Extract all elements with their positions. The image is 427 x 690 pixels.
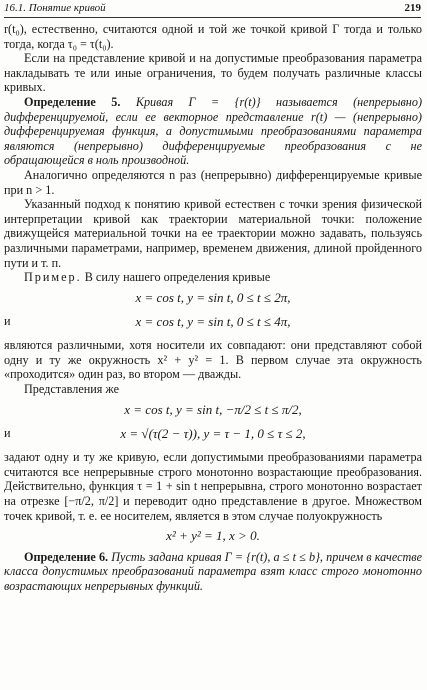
section-title: 16.1. Понятие кривой (4, 2, 106, 14)
definition-5 (4, 95, 422, 168)
example-label: Пример. (24, 270, 82, 285)
formula-circle-2pi: x = cos t, y = sin t, 0 ≤ t ≤ 2π, (135, 289, 291, 305)
paragraph-curve-classes: Если на представление кривой и на допустимые преобразования параметра накладывать те или иные ограничения, то будем получать различные классы кривых. (4, 51, 422, 95)
page-number: 219 (404, 2, 421, 14)
definition-6-body: Пусть задана кривая Γ = {r(t), a ≤ t ≤ b}, причем в качестве класса допустимых преобразований параметра взят класс строго монотонно возрастающих непрерывных функций. (4, 549, 422, 593)
formula-row-4pi (4, 311, 422, 333)
paragraph-same-curve: задают одну и ту же кривую, если допустимыми преобразованиями параметра считаются все непрерывные строго монотонно возрастающие преобразования. Действительно, функция τ = 1 + sin t непрерывна, строго монотонно возрастает на отрезке [−π/2, π/2] и переводит одно представление в другое. Множеством точек кривой, т. е. ее носителем, является в этом случае полуокружность (4, 450, 422, 523)
paragraph-physical-interpretation: Указанный подход к понятию кривой естествен с точки зрения физической интерпретации кривой как траектории материальной точки: положение движущейся материальной точки на ее траектории можно задавать, пользуясь различными параметрами, например, временем движения, длиной пройденного пути и т. п. (4, 197, 422, 270)
formula-half-circle-t: x = cos t, y = sin t, −π/2 ≤ t ≤ π/2, (124, 401, 302, 417)
page-header (4, 2, 421, 16)
definition-5-body: Кривая Γ = {r(t)} называется (непрерывно) дифференцируемой, если ее векторное представление r(t) — (непрерывно) дифференцируемая функция, а допустимыми преобразованиями параметра являются (непрерывно) дифференцируемые преобразования с не обращающейся в ноль производной. (4, 94, 423, 168)
conjunction-and: и (4, 314, 11, 329)
header-rule (4, 17, 421, 18)
paragraph-different-curves: являются различными, хотя носители их совпадают: они представляют собой одну и ту же окружность x² + y² = 1. В первом случае эта окружность «проходится» один раз, во втором — дважды. (4, 338, 422, 382)
paragraph-representations: Представления же (24, 382, 120, 397)
formula-semicircle: x² + y² = 1, x > 0. (166, 528, 260, 544)
formula-row-tau (4, 423, 422, 445)
formula-circle-4pi: x = cos t, y = sin t, 0 ≤ t ≤ 4π, (135, 314, 291, 330)
paragraph-n-times: Аналогично определяются n раз (непрерывно) дифференцируемые кривые при n > 1. (4, 167, 422, 197)
paragraph-example (4, 270, 422, 285)
paragraph-continuation: r(t₀), естественно, считаются одной и той же точкой кривой Γ тогда и только тогда, когда τ₀ = τ(t₀). (4, 22, 422, 51)
definition-6 (4, 550, 422, 594)
formula-half-circle-tau: x = √(τ(2 − τ)), y = τ − 1, 0 ≤ τ ≤ 2, (120, 426, 306, 442)
example-text: В силу нашего определения кривые (81, 270, 271, 285)
conjunction-and-2: и (4, 426, 11, 441)
definition-6-title: Определение 6. (24, 549, 109, 564)
definition-5-title: Определение 5. (24, 94, 121, 109)
page-body (4, 22, 422, 594)
